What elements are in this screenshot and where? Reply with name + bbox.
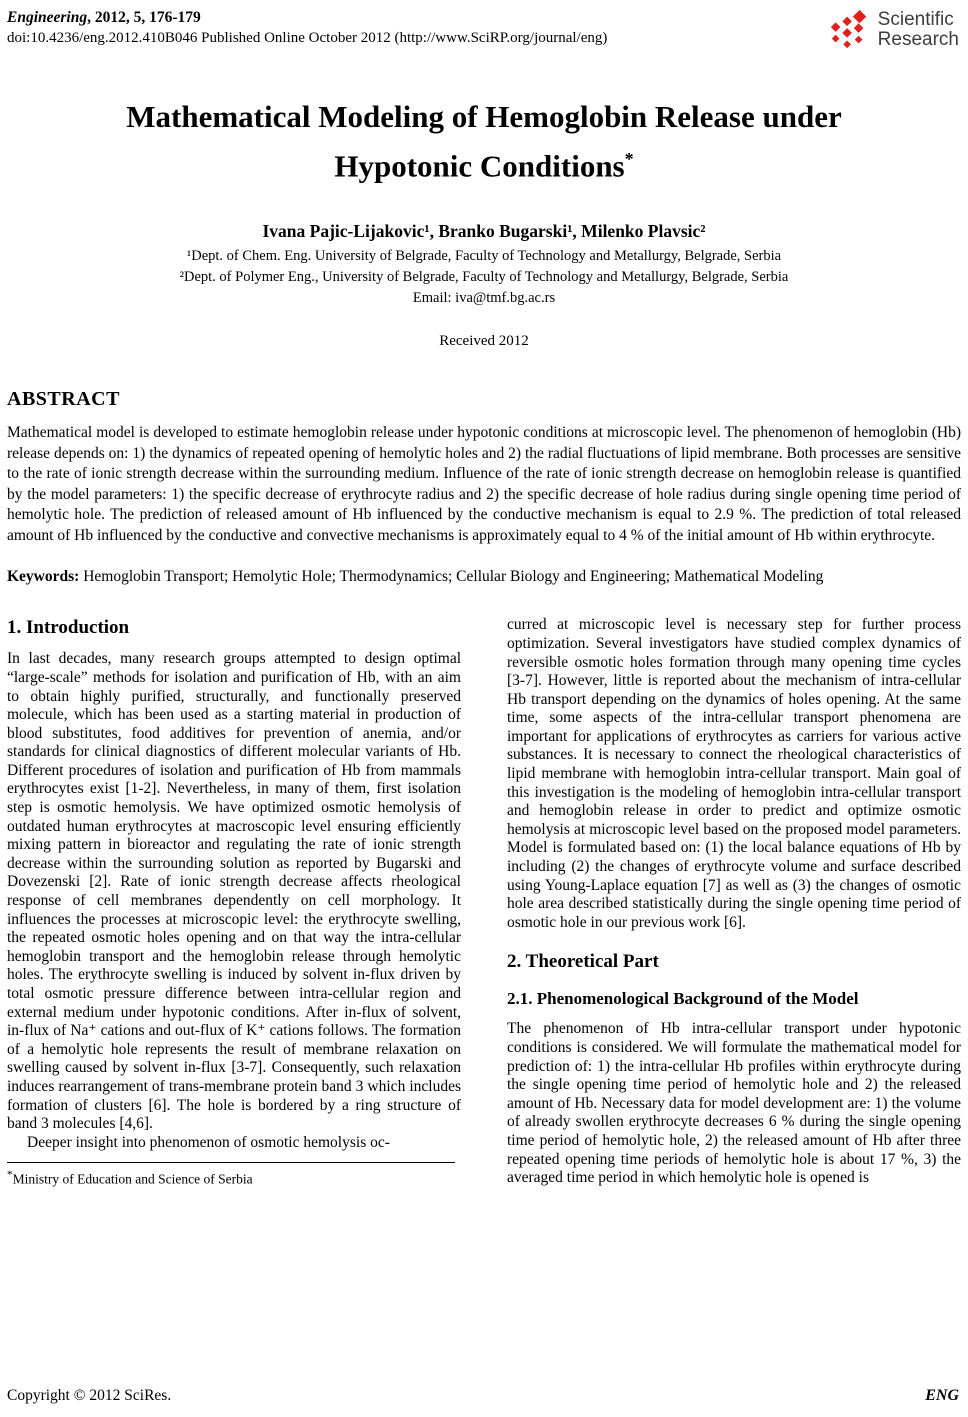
footnote-marker: * [7, 1169, 13, 1182]
keywords-label: Keywords: [7, 568, 80, 586]
footnote-block [7, 1162, 461, 1189]
journal-citation-line [7, 8, 607, 28]
paper-title [59, 96, 909, 187]
intro-paragraph-2: Deeper insight into phenomenon of osmotic hemolysis oc- [27, 1133, 390, 1151]
left-column [7, 616, 461, 1189]
footnote-text [7, 1166, 461, 1189]
publisher-logo [827, 8, 959, 52]
authors-line: Ivana Pajic-Lijakovic¹, Branko Bugarski¹, Milenko Plavsic² [262, 221, 706, 242]
keywords-text: Hemoglobin Transport; Hemolytic Hole; Thermodynamics; Cellular Biology and Engineering; Mathematical Modeling [79, 568, 824, 586]
intro-paragraph-continued: curred at microscopic level is necessary step for further process optimization. Several investigators have studied complex dynamics of reversible osmotic holes formation through many opening time cycles [3-7]. However, little is reported about the mechanism of intra-cellular Hb transport depending on the dynamics of holes opening. At the same time, some aspects of the intra-cellular transport phenomena are important for applications of erythrocytes as carriers for various active substances. It is necessary to connect the rheological characteristics of lipid membrane with hemoglobin intra-cellular transport. Main goal of this investigation is the modeling of hemoglobin intra-cellular transport and hemoglobin release in order to predict and optimize osmotic hemolysis at microscopic level based on the proposed model parameters. Model is formulated based on: (1) the local balance equations of Hb by including (2) the changes of erythrocyte volume and surface described using Young-Laplace equation [7] as well as (3) the changes of osmotic hole area described statistically during the single opening time period of osmotic hole in our previous work [6]. [507, 616, 961, 931]
publisher-name-line2: Research [877, 29, 959, 50]
page-header [7, 8, 961, 52]
footnote-body: Ministry of Education and Science of Serbia [12, 1171, 253, 1187]
footnote-rule [7, 1162, 455, 1163]
page-footer [7, 1387, 959, 1405]
section-2-1-paragraph: The phenomenon of Hb intra-cellular transport under hypotonic conditions is considered. We will formulate the mathematical model for prediction of: 1) the intra-cellular Hb profiles within erythrocyte during the single opening time period of hemolytic hole and 2) the released amount of Hb. Necessary data for model development are: 1) the volume of already swollen erythrocyte decreases 6 % during the single opening time period of hemolytic hole, 2) the released amount of Hb after three repeated opening time periods of hemolytic hole is about 17 %, 3) the averaged time period in which hemolytic hole is opened is [507, 1020, 961, 1187]
email-line: Email: iva@tmf.bg.ac.rs [412, 290, 556, 307]
abstract-text: Mathematical model is developed to estimate hemoglobin release under hypotonic conditions at microscopic level. The phenomenon of hemoglobin (Hb) release depends on: 1) the dynamics of repeated opening of hemolytic holes and 2) the radial fluctuations of lipid membrane. Both processes are sensitive to the rate of ionic strength decrease within the surrounding medium. Influence of the rate of ionic strength decrease on hemoglobin release is quantified by the model parameters: 1) the specific decrease of erythrocyte radius and 2) the specific decrease of hole radius during single opening time period of hemolytic hole. The prediction of released amount of Hb influenced by the conductive mechanism is equal to 2.9 %. The prediction of total released amount of Hb influenced by the conductive and convective mechanisms is approximately equal to 4 % of the initial amount of Hb within erythrocyte. [7, 424, 961, 544]
affiliation-2: ²Dept. of Polymer Eng., University of Belgrade, Faculty of Technology and Metallurgy, Belgrade, Serbia [179, 269, 789, 286]
section-1-heading: 1. Introduction [7, 617, 130, 639]
copyright-text: Copyright © 2012 SciRes. [7, 1387, 172, 1404]
keywords-line [7, 568, 961, 586]
publisher-name-line1: Scientific [877, 9, 954, 30]
journal-name: Engineering [7, 9, 88, 26]
title-footnote-marker: * [624, 149, 634, 169]
section-2-heading: 2. Theoretical Part [507, 951, 659, 973]
journal-abbreviation: ENG [925, 1387, 959, 1404]
abstract-heading: ABSTRACT [7, 388, 120, 411]
journal-citation-block [7, 8, 607, 48]
paper-title-text: Mathematical Modeling of Hemoglobin Release under Hypotonic Conditions [126, 99, 842, 184]
journal-issue-pages: , 2012, 5, 176-179 [87, 9, 201, 26]
affiliations-block [7, 246, 961, 309]
affiliation-1: ¹Dept. of Chem. Eng. University of Belgrade, Faculty of Technology and Metallurgy, Belgrade, Serbia [186, 248, 782, 265]
intro-paragraph-1: In last decades, many research groups attempted to design optimal “large-scale” methods for isolation and purification of Hb, with an aim to obtain highly purified, structurally, and functionally preserved molecule, which has been used as a starting material in production of blood substitutes, food additives for prevention of anemia, and/or standards for clinical diagnostics of different molecular variants of Hb. Different procedures of isolation and purification of Hb from mammals erythrocytes exist [1-2]. Nevertheless, in many of them, first isolation step is osmotic hemolysis. We have optimized osmotic hemolysis of outdated human erythrocytes at macroscopic level ensuring efficiently mixing pattern in bioreactor and regulating the rate of ionic strength decrease within the surrounding solution as reported by Bugarski and Dovezenski [2]. Rate of ionic strength decrease affects rheological response of cell membranes dependently on cell morphology. It influences the processes at microscopic level: the erythrocyte swelling, the repeated osmotic holes opening and on that way the intra-cellular hemoglobin transport and the hemoglobin release through hemolytic holes. The erythrocyte swelling is induced by solvent in-flux driven by total osmotic pressure difference between intra-cellular region and external medium under hypotonic conditions. After in-flux of solvent, in-flux of Na⁺ cations and out-flux of K⁺ cations follows. The formation of a hemolytic hole represents the result of membrane relaxation on swelling caused by solvent in-flux [3-7]. Consequently, such relaxation induces rearrangement of trans-membrane protein band 3 which includes formation of clusters [6]. The hole is bordered by a ring structure of band 3 molecules [4,6]. [7, 650, 461, 1133]
section-2-1-heading: 2.1. Phenomenological Background of the Model [507, 989, 859, 1009]
right-column [507, 616, 961, 1189]
body-columns [7, 616, 961, 1189]
publisher-name [878, 10, 959, 50]
doi-line: doi:10.4236/eng.2012.410B046 Published Online October 2012 (http://www.SciRP.org/journal/eng) [7, 30, 608, 46]
scientific-research-diamonds-icon [827, 8, 873, 52]
received-date: Received 2012 [439, 333, 529, 350]
